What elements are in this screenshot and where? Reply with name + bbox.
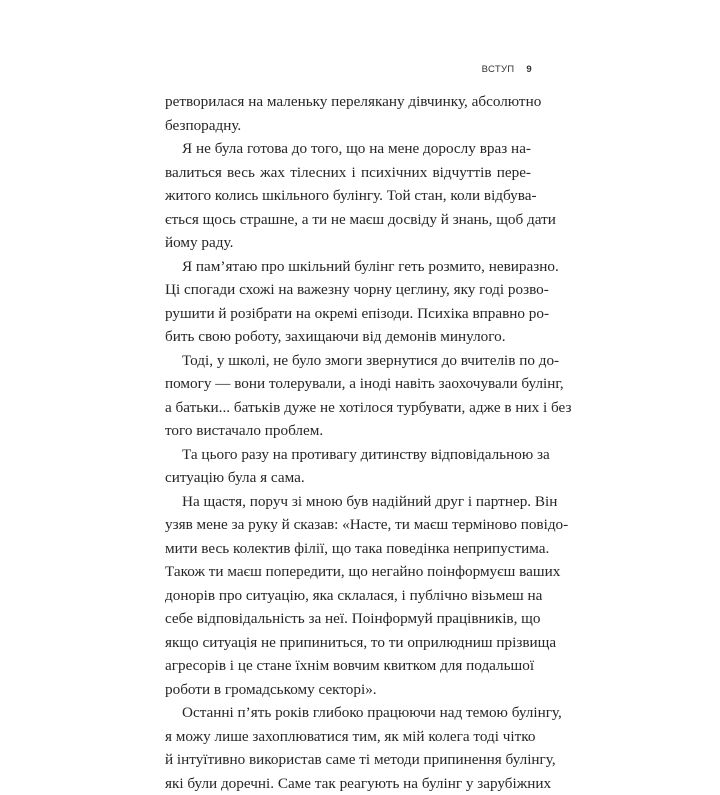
text-line: того вистачало проблем.: [165, 419, 531, 443]
text-line: валиться весь жах тілесних і психічних відчуттів пере-: [165, 161, 531, 185]
text-line: й інтуїтивно використав саме ті методи припинення булінгу,: [165, 748, 531, 772]
text-line: ситуацію була я сама.: [165, 466, 531, 490]
paragraph: [165, 443, 531, 490]
text-line: Останні п’ять років глибоко працюючи над темою булінгу,: [165, 701, 531, 725]
text-line: агресорів і це стане їхнім вовчим квитком для подальшої: [165, 654, 531, 678]
text-line: безпорадну.: [165, 114, 531, 138]
text-line: Та цього разу на противагу дитинству відповідальною за: [165, 443, 531, 467]
text-line: помогу — вони толерували, а іноді навіть заохочували булінг,: [165, 372, 531, 396]
text-line: узяв мене за руку й сказав: «Насте, ти маєш терміново повідо-: [165, 513, 531, 537]
paragraph: [165, 255, 531, 349]
paragraph: [165, 349, 531, 443]
section-title: ВСТУП: [482, 64, 515, 75]
text-line: Тоді, у школі, не було змоги звернутися до вчителів по до-: [165, 349, 531, 373]
paragraph: [165, 701, 531, 795]
text-line: Ці спогади схожі на важезну чорну цеглину, яку годі розво-: [165, 278, 531, 302]
text-line: йому раду.: [165, 231, 531, 255]
paragraph: [165, 90, 531, 137]
text-line: Також ти маєш попередити, що негайно поінформуєш ваших: [165, 560, 531, 584]
text-line: роботи в громадському секторі».: [165, 678, 531, 702]
text-line: донорів про ситуацію, яка склалася, і публічно візьмеш на: [165, 584, 531, 608]
text-line: Я пам’ятаю про шкільний булінг геть розмито, невиразно.: [165, 255, 531, 279]
text-line: рушити й розібрати на окремі епізоди. Психіка вправно ро-: [165, 302, 531, 326]
text-line: На щастя, поруч зі мною був надійний друг і партнер. Він: [165, 490, 531, 514]
text-line: ється щось страшне, а ти не маєш досвіду й знань, щоб дати: [165, 208, 531, 232]
text-line: Я не була готова до того, що на мене дорослу враз на-: [165, 137, 531, 161]
text-line: бить свою роботу, захищаючи від демонів минулого.: [165, 325, 531, 349]
text-line: я можу лише захоплюватися тим, як мій колега тоді чітко: [165, 725, 531, 749]
text-line: які були доречні. Саме так реагують на булінг у зарубіжних: [165, 772, 531, 795]
text-line: житого колись шкільного булінгу. Той стан, коли відбува-: [165, 184, 531, 208]
paragraph: [165, 137, 531, 255]
text-line: якщо ситуація не припиниться, то ти оприлюдниш прізвища: [165, 631, 531, 655]
running-header: [470, 64, 532, 75]
page-body-text: [165, 90, 531, 795]
text-line: а батьки... батьків дуже не хотілося турбувати, адже в них і без: [165, 396, 531, 420]
text-line: ретворилася на маленьку перелякану дівчинку, абсолютно: [165, 90, 531, 114]
paragraph: [165, 490, 531, 702]
page-number: 9: [526, 64, 532, 75]
text-line: себе відповідальність за неї. Поінформуй працівників, що: [165, 607, 531, 631]
text-line: мити весь колектив філії, що така поведінка неприпустима.: [165, 537, 531, 561]
